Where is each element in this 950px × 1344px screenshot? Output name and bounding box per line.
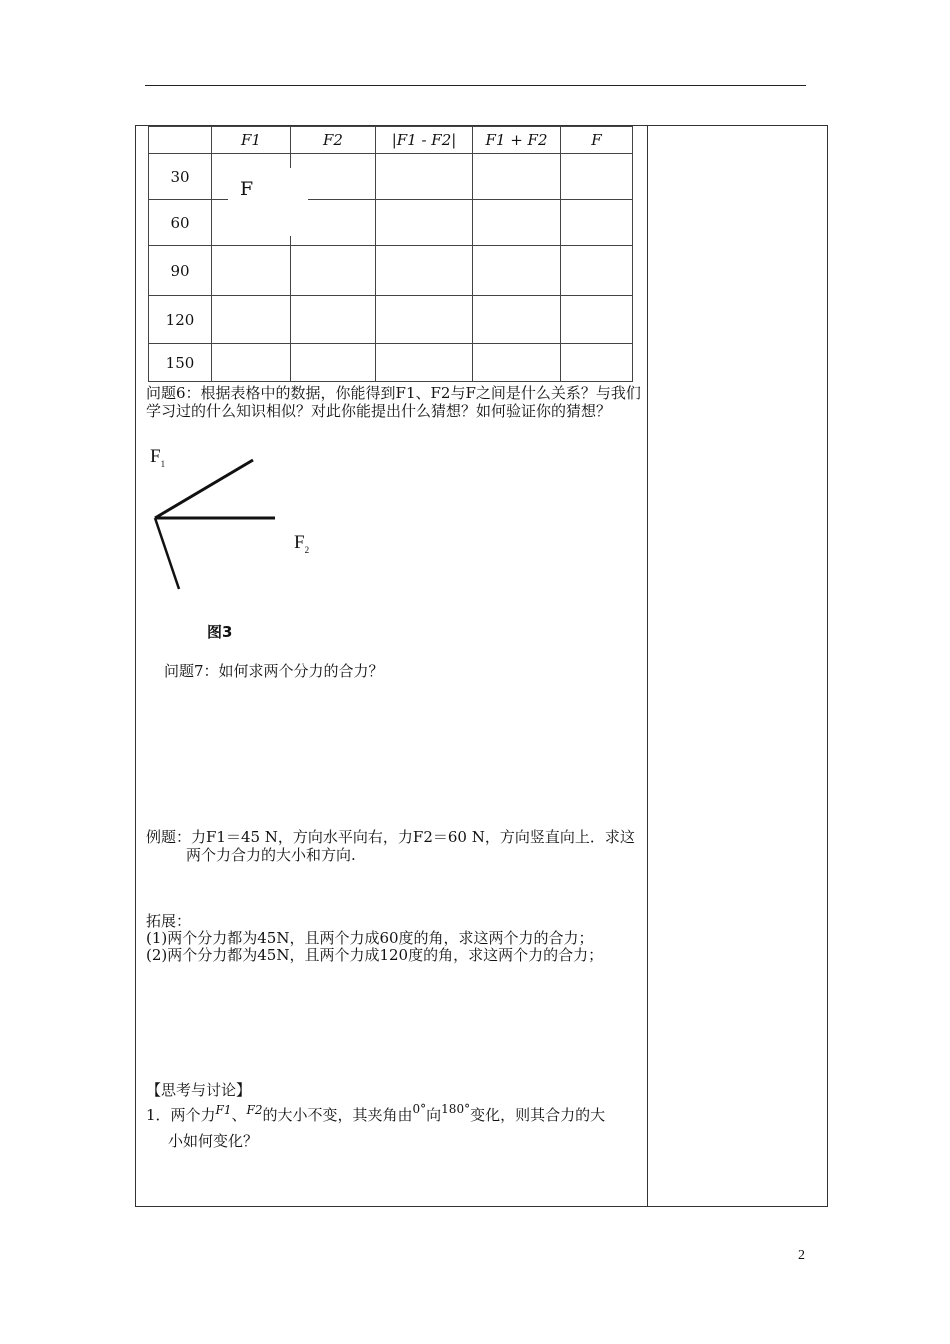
discussion-line-1: 1．两个力$^{F1}$、$^{F2}$的大小不变，其夹角由$^{0^\circ}$向$^{180^\circ}$变化，则其合力的大 <box>146 1102 606 1124</box>
table-cell[interactable] <box>376 200 473 246</box>
extension-title: 拓展： <box>146 912 192 930</box>
table-cell[interactable] <box>376 246 473 296</box>
question-6: 问题6：根据表格中的数据，你能得到F1、F2与F之间是什么关系？与我们学习过的什么知识相似？对此你能提出什么猜想？如何验证你的猜想？ <box>146 384 641 420</box>
table-cell[interactable] <box>291 344 376 382</box>
discussion-line-2: 小如何变化？ <box>168 1132 259 1150</box>
table-header-row <box>149 127 633 154</box>
table-cell[interactable] <box>561 246 633 296</box>
header-f: F <box>561 127 633 154</box>
table-cell[interactable] <box>473 246 561 296</box>
table-cell[interactable] <box>291 246 376 296</box>
f1-label: $F_1$ <box>150 446 166 469</box>
table-cell[interactable] <box>473 344 561 382</box>
column-divider <box>647 125 648 1207</box>
table-cell[interactable] <box>473 296 561 344</box>
table-cell[interactable] <box>212 246 291 296</box>
table-cell[interactable] <box>376 154 473 200</box>
header-rule <box>145 85 806 86</box>
angle-cell: 30 <box>149 154 212 200</box>
table-row <box>149 246 633 296</box>
table-cell[interactable] <box>561 154 633 200</box>
f3-vector <box>155 518 179 589</box>
table-cell[interactable] <box>561 296 633 344</box>
force-data-table <box>148 126 633 382</box>
header-diff: |F1 - F2| <box>376 127 473 154</box>
table-cell[interactable] <box>561 344 633 382</box>
table-cell[interactable] <box>212 296 291 344</box>
angle-cell: 60 <box>149 200 212 246</box>
force-diagram <box>145 450 285 600</box>
table-cell[interactable] <box>561 200 633 246</box>
table-cell[interactable] <box>376 296 473 344</box>
figure-caption: 图3 <box>207 623 233 641</box>
table-row <box>149 296 633 344</box>
example-line-1: 例题：力F1＝45 N，方向水平向右，力F2＝60 N，方向竖直向上．求这 <box>146 828 635 846</box>
table-cell[interactable] <box>291 296 376 344</box>
f2-label: $F_2$ <box>294 532 310 555</box>
header-f1: F1 <box>212 127 291 154</box>
angle-cell: 120 <box>149 296 212 344</box>
extension-item-1: (1)两个分力都为45N，且两个力成60度的角，求这两个力的合力； <box>146 929 594 947</box>
example-line-2: 两个力合力的大小和方向. <box>186 846 356 864</box>
table-cell[interactable] <box>376 344 473 382</box>
discussion-title: 【思考与讨论】 <box>146 1081 252 1099</box>
extension-item-2: (2)两个分力都为45N，且两个力成120度的角，求这两个力的合力； <box>146 946 604 964</box>
f1-vector <box>155 460 253 518</box>
angle-cell: 90 <box>149 246 212 296</box>
angle-cell: 150 <box>149 344 212 382</box>
header-angle <box>149 127 212 154</box>
header-sum: F1 + F2 <box>473 127 561 154</box>
overlay-f-label: F <box>240 178 254 200</box>
table-cell[interactable] <box>473 200 561 246</box>
table-row <box>149 200 633 246</box>
table-row <box>149 154 633 200</box>
header-f2: F2 <box>291 127 376 154</box>
page-number: 2 <box>798 1248 805 1263</box>
question-7: 问题7：如何求两个分力的合力？ <box>164 662 384 680</box>
table-row <box>149 344 633 382</box>
table-cell[interactable] <box>473 154 561 200</box>
table-cell[interactable] <box>212 344 291 382</box>
